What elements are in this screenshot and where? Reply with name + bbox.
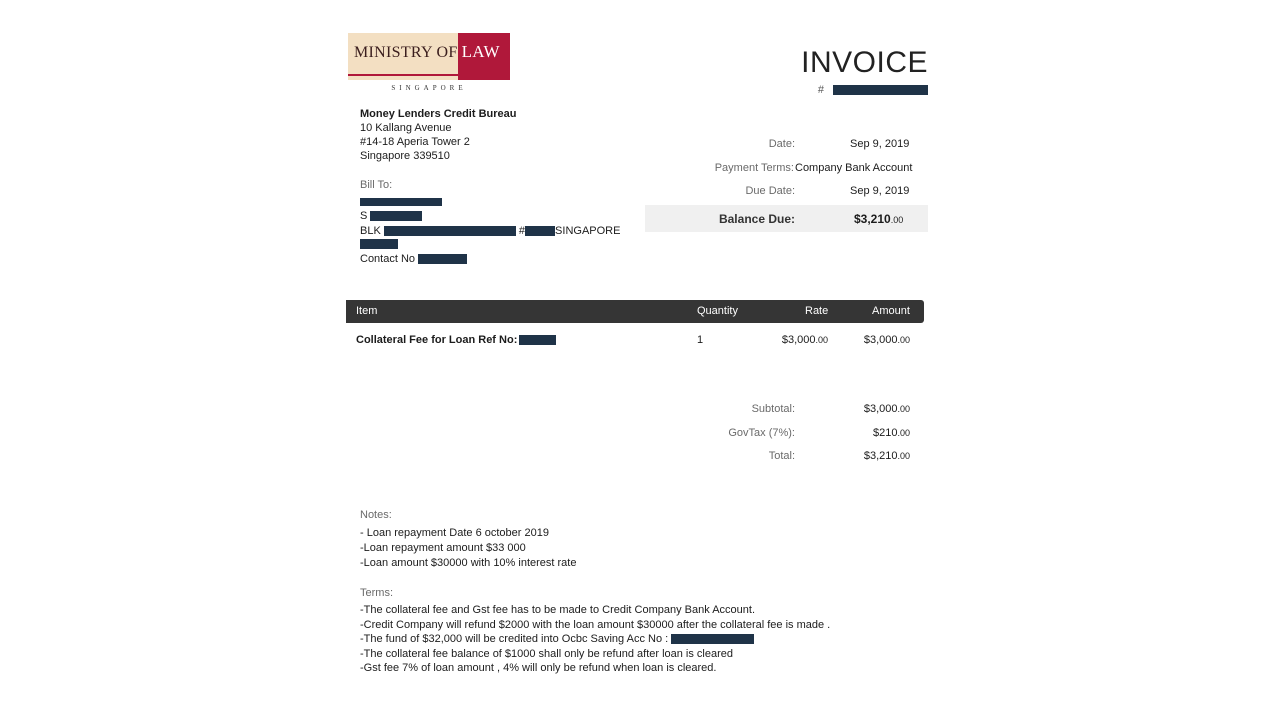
redacted-loan-ref — [519, 335, 556, 345]
terms-line: -The collateral fee and Gst fee has to be made to Credit Company Bank Account. — [360, 604, 755, 616]
total-label: Total: — [768, 450, 795, 462]
logo-underline — [348, 74, 510, 76]
terms-line-text: -The fund of $32,000 will be credited into Ocbc Saving Acc No : — [360, 633, 669, 645]
redacted-street — [384, 226, 516, 236]
redacted-customer-name — [360, 198, 442, 206]
balance-due-value — [854, 212, 903, 226]
logo-name-part1: MINISTRY OF — [354, 44, 458, 61]
line-item-label: Collateral Fee for Loan Ref No: — [356, 334, 518, 346]
notes-line: -Loan amount $30000 with 10% interest rate — [360, 557, 577, 569]
header-rate: Rate — [805, 305, 829, 317]
line-item-rate-amount: $3,000 — [781, 334, 816, 346]
total-cents: .00 — [897, 451, 910, 461]
bill-to-unit-prefix: # — [518, 225, 526, 237]
line-items-header — [346, 300, 924, 323]
tax-amount: $210 — [873, 427, 898, 439]
sender-address-line2: #14-18 Aperia Tower 2 — [360, 136, 470, 148]
sender-address — [360, 107, 516, 163]
notes-label: Notes: — [360, 509, 392, 521]
invoice-number — [760, 84, 928, 96]
balance-due-cents: .00 — [890, 215, 904, 225]
balance-due-label: Balance Due: — [718, 212, 795, 226]
line-item-amount-cents: .00 — [897, 335, 910, 345]
terms-label: Terms: — [360, 587, 393, 599]
notes-line: -Loan repayment amount $33 000 — [360, 542, 526, 554]
line-item-amount-value: $3,000 — [863, 334, 898, 346]
tax-cents: .00 — [897, 428, 910, 438]
bill-to-country: SINGAPORE — [555, 225, 621, 237]
balance-due-amount: $3,210 — [854, 212, 891, 226]
bill-to-contact-line — [360, 252, 467, 266]
date-value: Sep 9, 2019 — [850, 138, 910, 150]
header-item: Item — [356, 305, 378, 317]
bill-to-block-prefix: BLK — [360, 225, 381, 237]
terms-line: -Gst fee 7% of loan amount , 4% will only be refund when loan is cleared. — [360, 662, 717, 674]
header-amount: Amount — [872, 305, 910, 317]
redacted-postal-code — [360, 239, 398, 249]
terms-body — [360, 603, 830, 676]
date-label: Date: — [768, 138, 795, 150]
sender-address-line3: Singapore 339510 — [360, 150, 450, 162]
payment-terms-value: Company Bank Account — [795, 162, 913, 174]
invoice-number-prefix: # — [817, 84, 824, 96]
logo-wordmark — [354, 42, 500, 62]
subtotal-label: Subtotal: — [751, 403, 795, 415]
terms-line: -Credit Company will refund $2000 with the loan amount $30000 after the collateral fee is made . — [360, 618, 831, 631]
sender-address-line1: 10 Kallang Avenue — [360, 122, 452, 134]
notes-line: - Loan repayment Date 6 october 2019 — [360, 527, 549, 539]
line-item-rate-cents: .00 — [815, 335, 828, 345]
due-date-row — [640, 185, 930, 199]
redacted-unit — [525, 226, 555, 236]
redacted-account-number — [671, 634, 754, 644]
total-amount: $3,210 — [863, 450, 898, 462]
ministry-of-law-logo — [348, 33, 510, 80]
subtotal-amount: $3,000 — [863, 403, 898, 415]
redacted-contact-number — [418, 254, 467, 264]
payment-terms-row — [640, 162, 930, 176]
due-date-value: Sep 9, 2019 — [850, 185, 910, 197]
redacted-id-number — [370, 211, 422, 221]
subtotal-cents: .00 — [897, 404, 910, 414]
total-value — [810, 450, 910, 462]
terms-line — [360, 632, 830, 647]
header-quantity: Quantity — [697, 305, 738, 317]
redacted-invoice-number — [833, 85, 928, 95]
invoice-title: INVOICE — [801, 46, 928, 79]
bill-to-id-prefix: S — [360, 210, 368, 222]
line-item-amount — [810, 333, 910, 347]
tax-value — [810, 427, 910, 439]
bill-to-contact-label: Contact No — [360, 253, 416, 265]
bill-to-address-line — [360, 224, 620, 238]
due-date-label: Due Date: — [745, 185, 795, 197]
tax-label: GovTax (7%): — [728, 427, 795, 439]
terms-line: -The collateral fee balance of $1000 shall only be refund after loan is cleared — [360, 647, 734, 660]
sender-company: Money Lenders Credit Bureau — [360, 108, 517, 120]
notes-body — [360, 526, 576, 571]
bill-to-label: Bill To: — [360, 179, 393, 191]
bill-to-id-line — [360, 209, 422, 223]
line-item-description — [356, 333, 556, 347]
logo-name-part2: LAW — [461, 42, 500, 61]
date-row — [640, 138, 930, 152]
payment-terms-label: Payment Terms: — [714, 162, 794, 174]
line-item-quantity: 1 — [697, 334, 704, 346]
logo-subtitle: SINGAPORE — [391, 84, 467, 92]
balance-due-bar — [645, 205, 928, 232]
subtotal-value — [810, 403, 910, 415]
